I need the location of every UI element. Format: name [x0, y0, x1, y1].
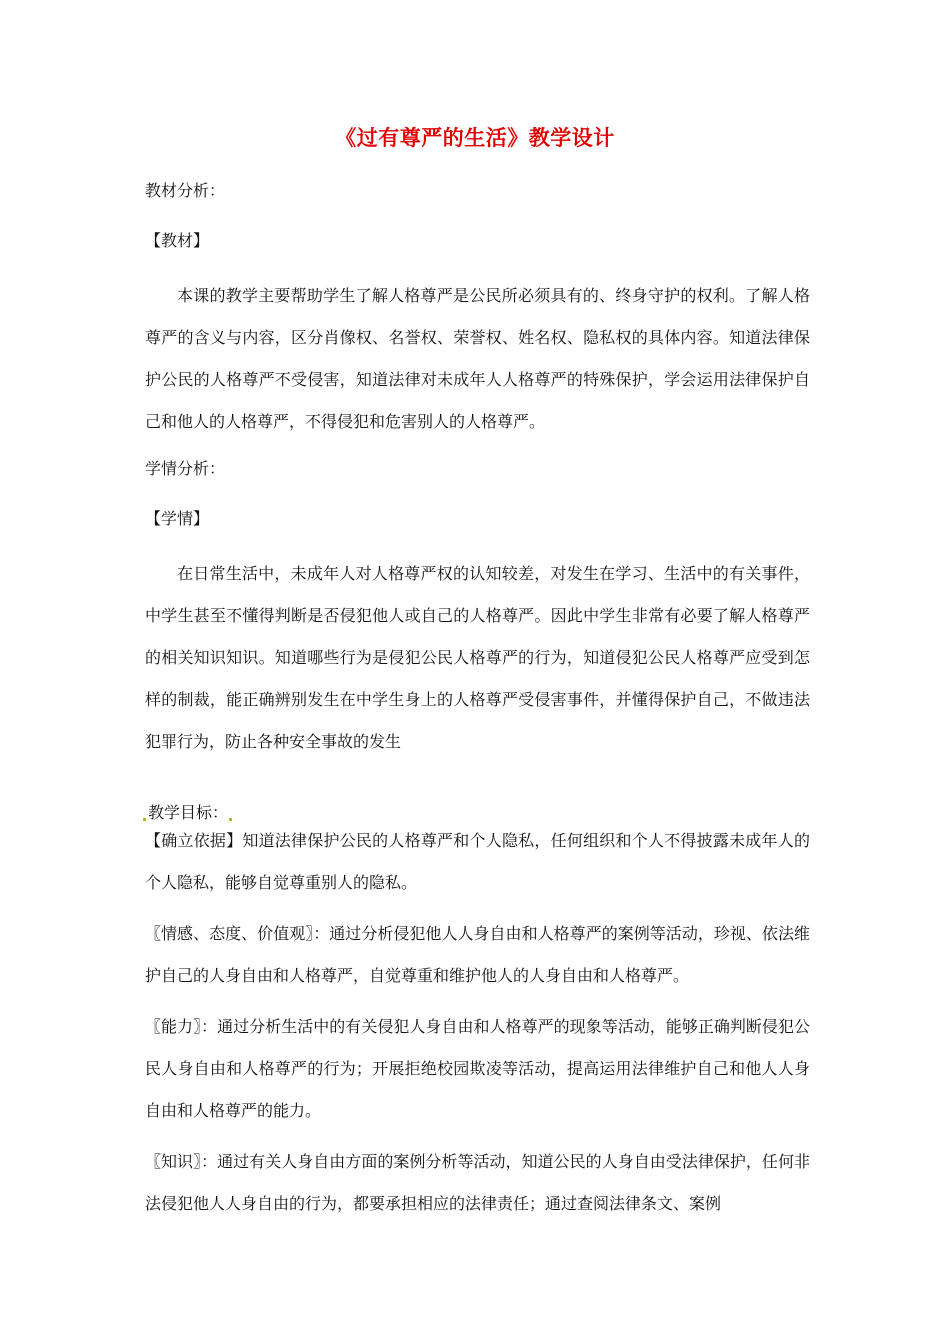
textbook-paragraph: 本课的教学主要帮助学生了解人格尊严是公民所必须具有的、终身守护的权利。了解人格尊严的含义与内容，区分肖像权、名誉权、荣誉权、姓名权、隐私权的具体内容。知道法律保护公民的人格尊严不受侵害，知道法律对未成年人人格尊严的特殊保护，学会运用法律保护自己和他人的人格尊严，不得侵犯和危害别人的人格尊严。	[145, 286, 810, 431]
textbook-analysis-heading: 教材分析：	[145, 181, 226, 200]
basis-paragraph: 【确立依据】知道法律保护公民的人格尊严和个人隐私，任何组织和个人不得披露未成年人的个人隐私，能够自觉尊重别人的隐私。	[145, 831, 810, 892]
students-paragraph: 在日常生活中，未成年人对人格尊严权的认知较差，对发生在学习、生活中的有关事件，中学生甚至不懂得判断是否侵犯他人或自己的人格尊严。因此中学生非常有必要了解人格尊严的相关知识知识。知道哪些行为是侵犯公民人格尊严的行为，知道侵犯公民人格尊严应受到怎样的制裁，能正确辨别发生在中学生身上的人格尊严受侵害事件，并懂得保护自己，不做违法犯罪行为，防止各种安全事故的发生	[145, 564, 810, 751]
document-title: 《过有尊严的生活》教学设计	[335, 126, 615, 150]
ability-paragraph: 〖能力〗：通过分析生活中的有关侵犯人身自由和人格尊严的现象等活动，能够正确判断侵犯公民人身自由和人格尊严的行为；开展拒绝校园欺凌等活动，提高运用法律维护自己和他人人身自由和人格尊严的能力。	[145, 1017, 810, 1120]
teaching-goals-heading: 教学目标：	[148, 803, 229, 822]
emotion-attitude-values-paragraph: 〖情感、态度、价值观〗：通过分析侵犯他人人身自由和人格尊严的案例等活动，珍视、依法维护自己的人身自由和人格尊严，自觉尊重和维护他人的人身自由和人格尊严。	[145, 924, 810, 985]
students-analysis-heading: 学情分析：	[145, 459, 226, 478]
textbook-tag: 【教材】	[145, 231, 210, 250]
knowledge-paragraph: 〖知识〗：通过有关人身自由方面的案例分析等活动，知道公民的人身自由受法律保护，任何非法侵犯他人人身自由的行为，都要承担相应的法律责任；通过查阅法律条文、案例	[145, 1152, 810, 1213]
students-tag: 【学情】	[145, 509, 210, 528]
